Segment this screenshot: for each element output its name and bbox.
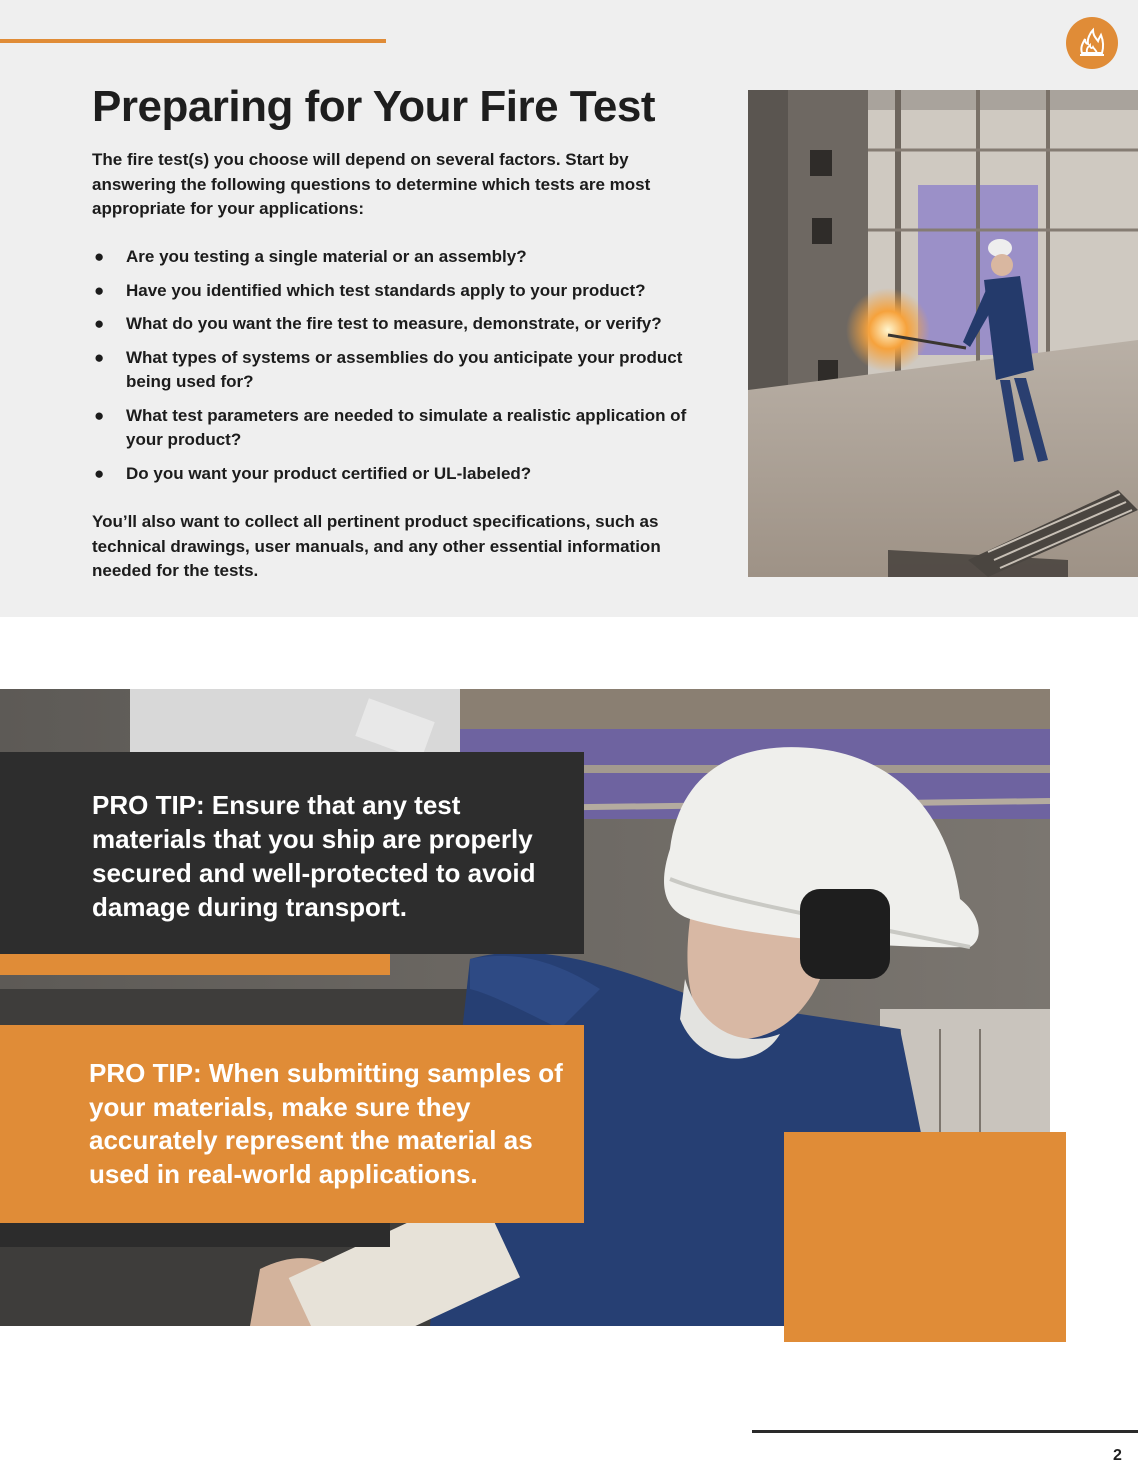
list-item: ● Are you testing a single material or an assembly? (92, 245, 722, 270)
orange-accent-strip (0, 954, 390, 975)
question-list (92, 245, 722, 495)
list-item: ● Have you identified which test standards apply to your product? (92, 279, 722, 304)
header-accent-line (0, 39, 386, 43)
bullet-marker: ● (94, 347, 105, 367)
pro-tip-text: PRO TIP: Ensure that any test materials that you ship are properly secured and well-protected to avoid damage during transport. (92, 790, 536, 922)
pro-tip-shipping (0, 752, 584, 954)
outro-paragraph: You’ll also want to collect all pertinent product specifications, such as technical drawings, user manuals, and any other essential information needed for the tests. (92, 512, 661, 580)
flame-icon (1066, 17, 1118, 69)
list-item: ● Do you want your product certified or UL-labeled? (92, 462, 722, 487)
furnace-test-photo (748, 90, 1138, 577)
bullet-marker: ● (94, 405, 105, 425)
list-item: ● What do you want the fire test to measure, demonstrate, or verify? (92, 312, 722, 337)
bullet-marker: ● (94, 247, 105, 266)
footer-rule (752, 1430, 1138, 1433)
list-item: ● What test parameters are needed to simulate a realistic application of your product? (94, 405, 687, 449)
intro-paragraph: The fire test(s) you choose will depend on several factors. Start by answering the following questions to determine which tests are most appropriate for your applications: (92, 150, 651, 218)
bullet-marker: ● (94, 280, 105, 300)
pro-tip-samples (0, 1025, 584, 1223)
list-item: ● What types of systems or assemblies do you anticipate your product being used for? (94, 347, 683, 391)
pro-tip-text: PRO TIP: When submitting samples of your materials, make sure they accurately represent the material as used in real-world applications. (89, 1058, 563, 1189)
dark-accent-strip (0, 1223, 390, 1247)
orange-accent-block (784, 1132, 1066, 1342)
bullet-marker: ● (94, 463, 105, 483)
page-number: 2 (1113, 1447, 1122, 1464)
bullet-marker: ● (94, 314, 105, 333)
page-title: Preparing for Your Fire Test (92, 82, 656, 131)
